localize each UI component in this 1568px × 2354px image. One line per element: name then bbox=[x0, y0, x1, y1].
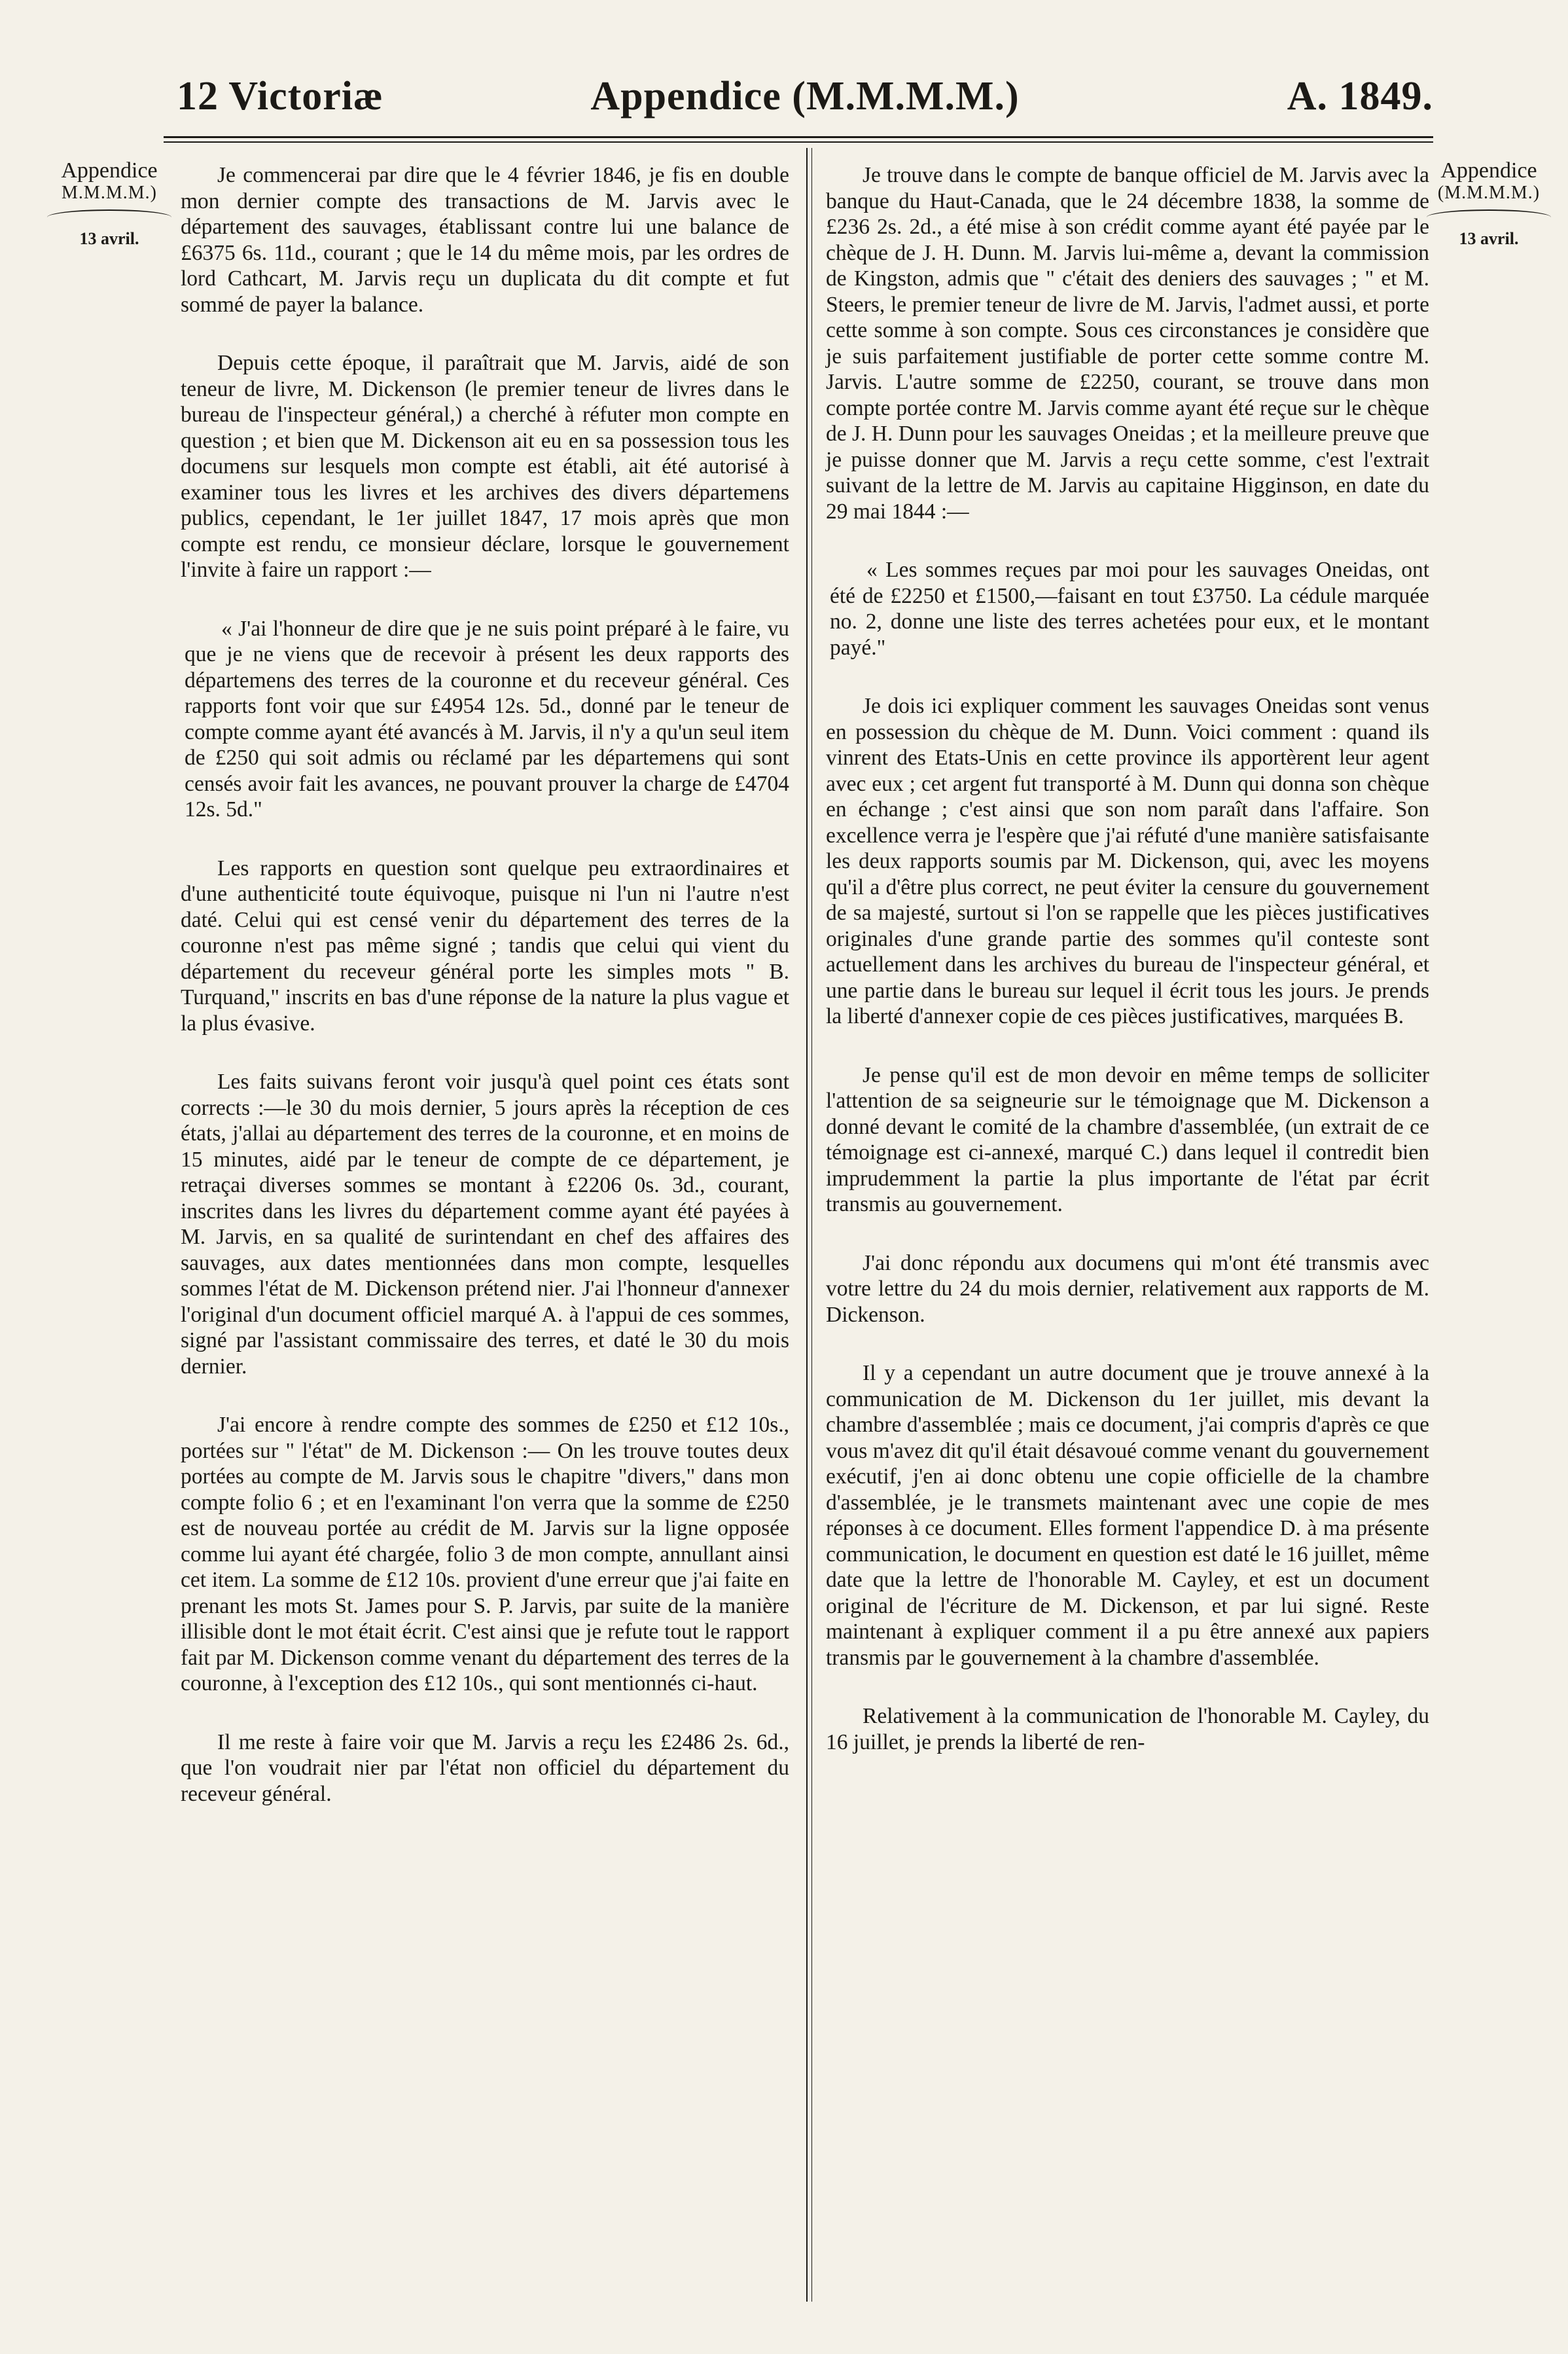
right-margin-ref: (M.M.M.M.) bbox=[1437, 183, 1541, 203]
left-paragraph: J'ai encore à rendre compte des sommes de £250 et £12 10s., portées sur " l'état" de M. Dickenson :— On les trouve toutes deux portées au compte de M. Jarvis sous le chapitre "divers," dans mon compte folio 6 ; et en l'examinant l'on verra que la somme de £250 est de nouveau portée au crédit de M. Jarvis sur la ligne opposée comme lui ayant été chargée, folio 3 de mon compte, annullant ainsi cet item. La somme de £12 10s. provient d'une erreur que j'ai faite en prenant les mots St. James pour S. P. Jarvis, par suite de la manière illisible dont le mot était écrit. C'est ainsi que je refute tout le rapport fait par M. Dickenson comme venant du département des terres de la couronne, à l'exception des £12 10s., qui sont mentionnés ci-haut. bbox=[181, 1413, 789, 1695]
header-session: 12 Victoriæ bbox=[177, 74, 383, 118]
right-margin-title: Appendice bbox=[1440, 158, 1537, 183]
left-margin-brace bbox=[47, 209, 171, 225]
left-margin-title: Appendice bbox=[61, 158, 158, 183]
right-paragraph: Relativement à la communication de l'honorable M. Cayley, du 16 juillet, je prends la liberté de ren- bbox=[826, 1704, 1429, 1754]
page-header bbox=[177, 73, 1433, 130]
right-margin-brace bbox=[1427, 209, 1551, 225]
right-paragraph: Je dois ici expliquer comment les sauvages Oneidas sont venus en possession du chèque de M. Dunn. Voici comment : quand ils vinrent des Etats-Unis en cette province ils apportèrent leur agent avec eux ; cet argent fut transporté à M. Dunn qui donna son chèque en échange ; c'est ainsi que son nom paraît dans l'affaire. Son excellence verra je l'espère que j'ai réfuté d'une manière satisfaisante les deux rapports soumis par M. Dickenson, qui, avec les moyens qu'il a d'être plus correct, ne peut éviter la censure du gouvernement de sa majesté, surtout si l'on se rappelle que les pièces justificatives originales d'une grande partie des sommes qu'il conteste sont actuellement dans les archives du bureau de l'inspecteur général, et une partie dans le bureau sur lequel il écrit tous les jours. Je prends la liberté d'annexer copie de ces pièces justificatives, marquées B. bbox=[826, 694, 1429, 1028]
column-divider bbox=[806, 148, 808, 2302]
right-quote-paragraph: « Les sommes reçues par moi pour les sauvages Oneidas, ont été de £2250 et £1500,—faisant en tout £3750. La cédule marquée no. 2, donne une liste des terres achetées pour eux, et le montant payé." bbox=[830, 558, 1429, 660]
right-margin-date: 13 avril. bbox=[1459, 229, 1519, 248]
right-paragraph: Il y a cependant un autre document que je trouve annexé à la communication de M. Dickenson du 1er juillet, mis devant la chambre d'assemblée ; mais ce document, j'ai compris d'après ce que vous m'avez dit qu'il était désavoué comme venant du gouvernement exécutif, j'en ai donc obtenu une copie officielle de la chambre d'assemblée, je le transmets maintenant avec une copie de mes réponses à ce document. Elles forment l'appendice D. à ma présente communication, le document en question est daté le 16 juillet, même date que la lettre de l'honorable M. Cayley, et est un document original de l'écriture de M. Dickenson, et par lui signé. Reste maintenant à expliquer comment il a pu être annexé aux papiers transmis par le gouvernement à la chambre d'assemblée. bbox=[826, 1361, 1429, 1670]
left-paragraph: Les rapports en question sont quelque peu extraordinaires et d'une authenticité toute équivoque, puisque ni l'un ni l'autre n'est daté. Celui qui est censé venir du département des terres de la couronne n'est pas même signé ; tandis que celui qui vient du département du receveur général porte les simples mots " B. Turquand," inscrits en bas d'une réponse de la nature la plus vague et la plus évasive. bbox=[181, 856, 789, 1036]
right-paragraph: Je trouve dans le compte de banque officiel de M. Jarvis avec la banque du Haut-Canada, que le 24 décembre 1838, la somme de £236 2s. 2d., a été mise à son crédit comme ayant été payée par le chèque de J. H. Dunn. M. Jarvis lui-même a, devant la commission de Kingston, admis que " c'était des deniers des sauvages ; " et M. Steers, le premier teneur de livre de M. Jarvis, l'admet aussi, et porte cette somme à son compte. Sous ces circonstances je considère que je suis parfaitement justifiable de porter cette somme contre M. Jarvis. L'autre somme de £2250, courant, se trouve dans mon compte portée contre M. Jarvis comme ayant été reçue sur le chèque de J. H. Dunn pour les sauvages Oneidas ; et la meilleure preuve que je puisse donner que M. Jarvis a reçu cette somme, c'est l'extrait suivant de la lettre de M. Jarvis au capitaine Higginson, en date du 29 mai 1844 :— bbox=[826, 163, 1429, 524]
left-margin-note bbox=[41, 160, 178, 250]
left-margin-date: 13 avril. bbox=[79, 229, 139, 248]
left-column bbox=[181, 162, 789, 1839]
left-margin-ref: M.M.M.M.) bbox=[62, 183, 157, 203]
left-quote-paragraph: « J'ai l'honneur de dire que je ne suis point préparé à le faire, vu que je ne viens que de recevoir à présent les deux rapports des départemens des terres de la couronne et du receveur général. Ces rapports font voir que sur £4954 12s. 5d., donné par le teneur de compte comme ayant été avancés à M. Jarvis, il n'y a qu'un seul item de £250 qui soit admis ou réclamé par les départemens qui sont censés avoir fait les avances, ne pouvant prouver la charge de £4704 12s. 5d." bbox=[185, 616, 789, 822]
right-paragraph: J'ai donc répondu aux documens qui m'ont été transmis avec votre lettre du 24 du mois dernier, relativement aux rapports de M. Dickenson. bbox=[826, 1250, 1429, 1327]
column-divider-secondary bbox=[811, 148, 812, 2302]
right-paragraph: Je pense qu'il est de mon devoir en même temps de solliciter l'attention de sa seigneurie sur le témoignage que M. Dickenson a donné devant le comité de la chambre d'assemblée, (un extrait de ce témoignage est ci-annexé, marqué C.) dans lequel il contredit bien imprudemment la partie la plus importante de l'état par écrit transmis au gouvernement. bbox=[826, 1062, 1429, 1216]
right-margin-note bbox=[1420, 160, 1558, 250]
left-paragraph: Je commencerai par dire que le 4 février 1846, je fis en double mon dernier compte des transactions de M. Jarvis avec le département des sauvages, établissant contre lui une balance de £6375 6s. 11d., courant ; que le 14 du même mois, par les ordres de lord Cathcart, M. Jarvis reçu un duplicata du dit compte et fut sommé de payer la balance. bbox=[181, 163, 789, 317]
header-appendix-title: Appendice (M.M.M.M.) bbox=[590, 74, 1020, 118]
header-rule bbox=[164, 136, 1433, 138]
header-year: A. 1849. bbox=[1287, 74, 1433, 118]
left-paragraph: Il me reste à faire voir que M. Jarvis a reçu les £2486 2s. 6d., que l'on voudrait nier par l'état non officiel du département du receveur général. bbox=[181, 1729, 789, 1806]
left-paragraph: Les faits suivans feront voir jusqu'à quel point ces états sont corrects :—le 30 du mois dernier, 5 jours après la réception de ces états, j'allai au département des terres de la couronne, et en moins de 15 minutes, aidé par le teneur de compte de ce département, je retraçai diverses sommes se montant à £2206 0s. 3d., courant, inscrites dans les livres du département comme ayant été payées à M. Jarvis, en sa qualité de surintendant en chef des affaires des sauvages, aux dates mentionnées dans mon compte, lesquelles sommes l'état de M. Dickenson prétend nier. J'ai l'honneur d'annexer l'original d'un document officiel marqué A. à l'appui de ces sommes, signé par l'assistant commissaire des terres, et daté le 30 du mois dernier. bbox=[181, 1070, 789, 1379]
right-column bbox=[826, 162, 1429, 1788]
header-rule-secondary bbox=[164, 141, 1433, 143]
left-paragraph: Depuis cette époque, il paraîtrait que M. Jarvis, aidé de son teneur de livre, M. Dickenson (le premier teneur de livres dans le bureau de l'inspecteur général,) a cherché à réfuter mon compte en question ; et bien que M. Dickenson ait eu en sa possession tous les documens sur lesquels mon compte est établi, ait été autorisé à examiner tous les livres et les archives des divers départemens publics, cependant, le 1er juillet 1847, 17 mois après que mon compte est rendu, ce monsieur déclare, lorsque le gouvernement l'invite à faire un rapport :— bbox=[181, 351, 789, 582]
